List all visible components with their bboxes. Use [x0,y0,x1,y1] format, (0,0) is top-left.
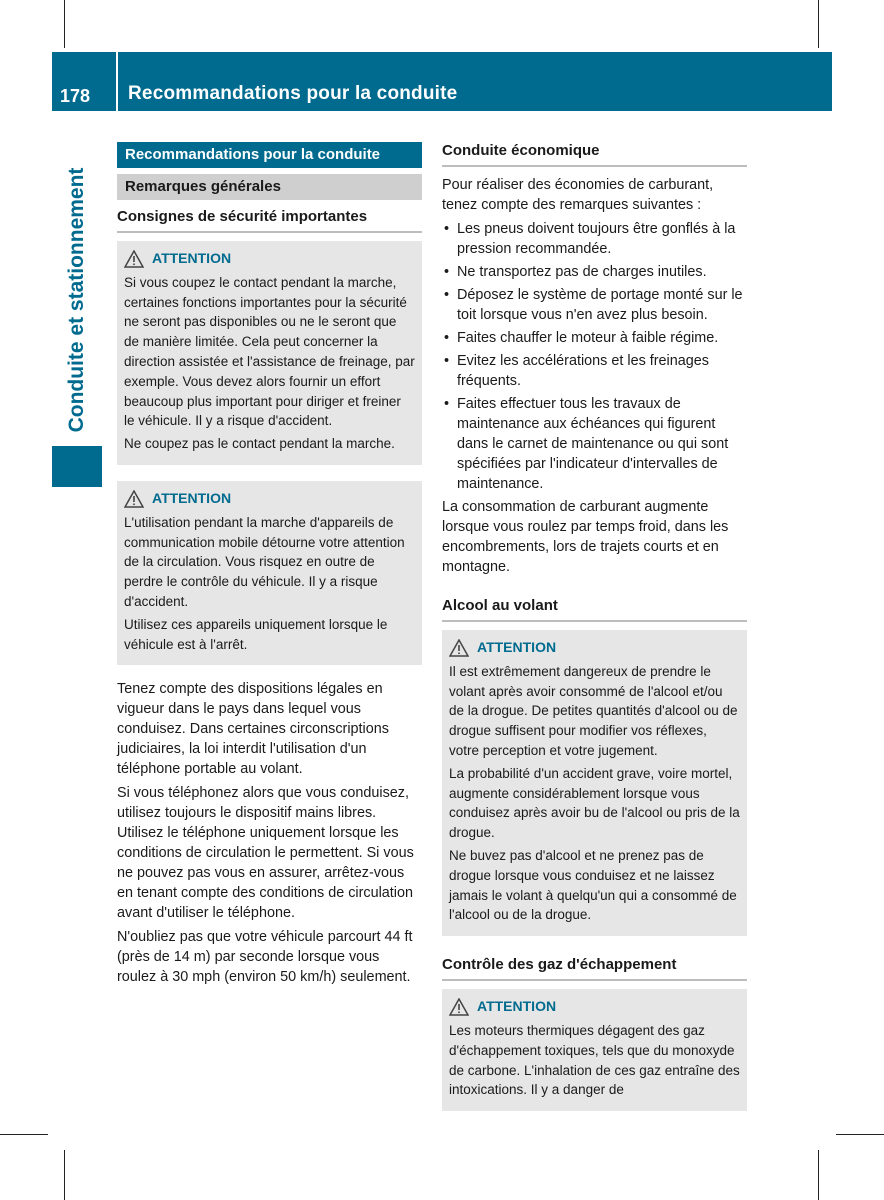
body-text [442,497,747,577]
warning-text: La probabilité d'un accident grave, voire mortel, augmente considérablement lorsque vous conduisez après avoir bu de l'alcool ou pris de la drogue. [449,765,740,841]
page-title: Recommandations pour la conduite [128,83,458,104]
paragraph: Tenez compte des dispositions légales en vigueur dans le pays dans lequel vous conduisez. Dans certaines circonscriptions judiciaires, la loi interdit l'utilisation d'un téléphone portable au volant. [117,681,389,778]
warning-text: Ne buvez pas d'alcool et ne prenez pas de drogue lorsque vous conduisez et ne laissez jamais le volant à quelqu'un qui a consommé de l'alcool ou de la drogue. [449,847,737,923]
body-text [442,175,747,215]
list-item: • Déposez le système de portage monté sur le toit lorsque vous n'en avez plus besoin. [442,285,747,325]
warning-text: Il est extrêmement dangereux de prendre le volant après avoir consommé de l'alcool et/ou de la drogue. De petites quantités d'alcool ou de drogue suffisent pour modifier vos réflexes, votre perception et votre jugement. [449,663,738,758]
paragraph: N'oubliez pas que votre véhicule parcourt 44 ft (près de 14 m) par seconde lorsque vous roulez à 30 mph (environ 50 km/h) seulement. [117,929,413,986]
warning-box [117,241,422,465]
warning-triangle-icon [449,998,469,1016]
warning-title [124,489,415,509]
warning-title [449,638,740,658]
side-tab-marker [52,446,102,487]
warning-triangle-icon [124,250,144,268]
list-item: • Evitez les accélérations et les freinages fréquents. [442,351,747,391]
warning-label: ATTENTION [477,998,557,1015]
warning-box [442,630,747,936]
warning-text: Utilisez ces appareils uniquement lorsque le véhicule est à l'arrêt. [124,616,388,652]
warning-title [449,997,740,1017]
paragraph: Pour réaliser des économies de carburant, tenez compte des remarques suivantes : [442,177,714,213]
heading-exhaust: Contrôle des gaz d'échappement [442,948,747,981]
list-item: • Faites effectuer tous les travaux de maintenance aux échéances qui figurent dans le carnet de maintenance ou qui sont spécifiées par l'indicateur d'intervalles de maintenance. [442,394,747,494]
body-text [117,679,422,987]
crop-mark [818,1150,819,1200]
crop-mark [818,0,819,48]
warning-label: ATTENTION [152,250,232,266]
warning-text: L'utilisation pendant la marche d'appareils de communication mobile détourne votre attention de la circulation. Vous risquez en outre de perdre le contrôle du véhicule. Il y a risque d'accident. [124,514,405,609]
paragraph: Si vous téléphonez alors que vous conduisez, utilisez toujours le dispositif mains libres. Utilisez le téléphone uniquement lorsque les conditions de circulation le permettent. Si vous ne pouvez pas vous en assurer, arrêtez-vous en tenant compte des conditions de circulation avant d'utiliser le téléphone. [117,785,414,922]
crop-mark [0,1134,48,1135]
warning-box [117,481,422,665]
right-column [442,142,747,1111]
warning-label: ATTENTION [477,639,557,655]
crop-mark [64,1150,65,1200]
section-title: Recommandations pour la conduite [117,142,422,168]
header-divider [116,52,118,111]
warning-text: Ne coupez pas le contact pendant la marche. [124,436,395,452]
left-column [117,142,422,991]
heading-safety: Consignes de sécurité importantes [117,200,422,233]
warning-triangle-icon [449,639,469,657]
list-item: • Faites chauffer le moteur à faible régime. [442,328,747,348]
warning-text: Les moteurs thermiques dégagent des gaz d'échappement toxiques, tels que du monoxyde de carbone. L'inhalation de ces gaz entraîne des intoxications. Il y a danger de [449,1022,740,1098]
tips-list [442,219,747,494]
crop-mark [64,0,65,48]
page-number: 178 [60,86,91,106]
warning-triangle-icon [124,490,144,508]
heading-eco: Conduite économique [442,142,747,167]
list-item: • Ne transportez pas de charges inutiles. [442,262,747,282]
paragraph: La consommation de carburant augmente lorsque vous roulez par temps froid, dans les encombrements, lors de trajets courts et en montagne. [442,499,729,575]
list-item: • Les pneus doivent toujours être gonflés à la pression recommandée. [442,219,747,259]
heading-alcohol: Alcool au volant [442,589,747,622]
side-tab-label: Conduite et stationnement [65,167,88,433]
crop-mark [836,1134,884,1135]
warning-label: ATTENTION [152,489,232,506]
warning-title [124,249,415,269]
warning-box [442,989,747,1111]
page-header [52,52,832,111]
warning-text: Si vous coupez le contact pendant la marche, certaines fonctions importantes pour la sécurité ne seront pas disponibles ou ne le seront que de manière limitée. Cela peut concerner la direction assistée et l'assistance de freinage, par exemple. Vous devez alors fournir un effort beaucoup plus important pour diriger et freiner le véhicule. Il y a risque d'accident. [124,274,415,429]
subsection-title: Remarques générales [117,174,422,200]
